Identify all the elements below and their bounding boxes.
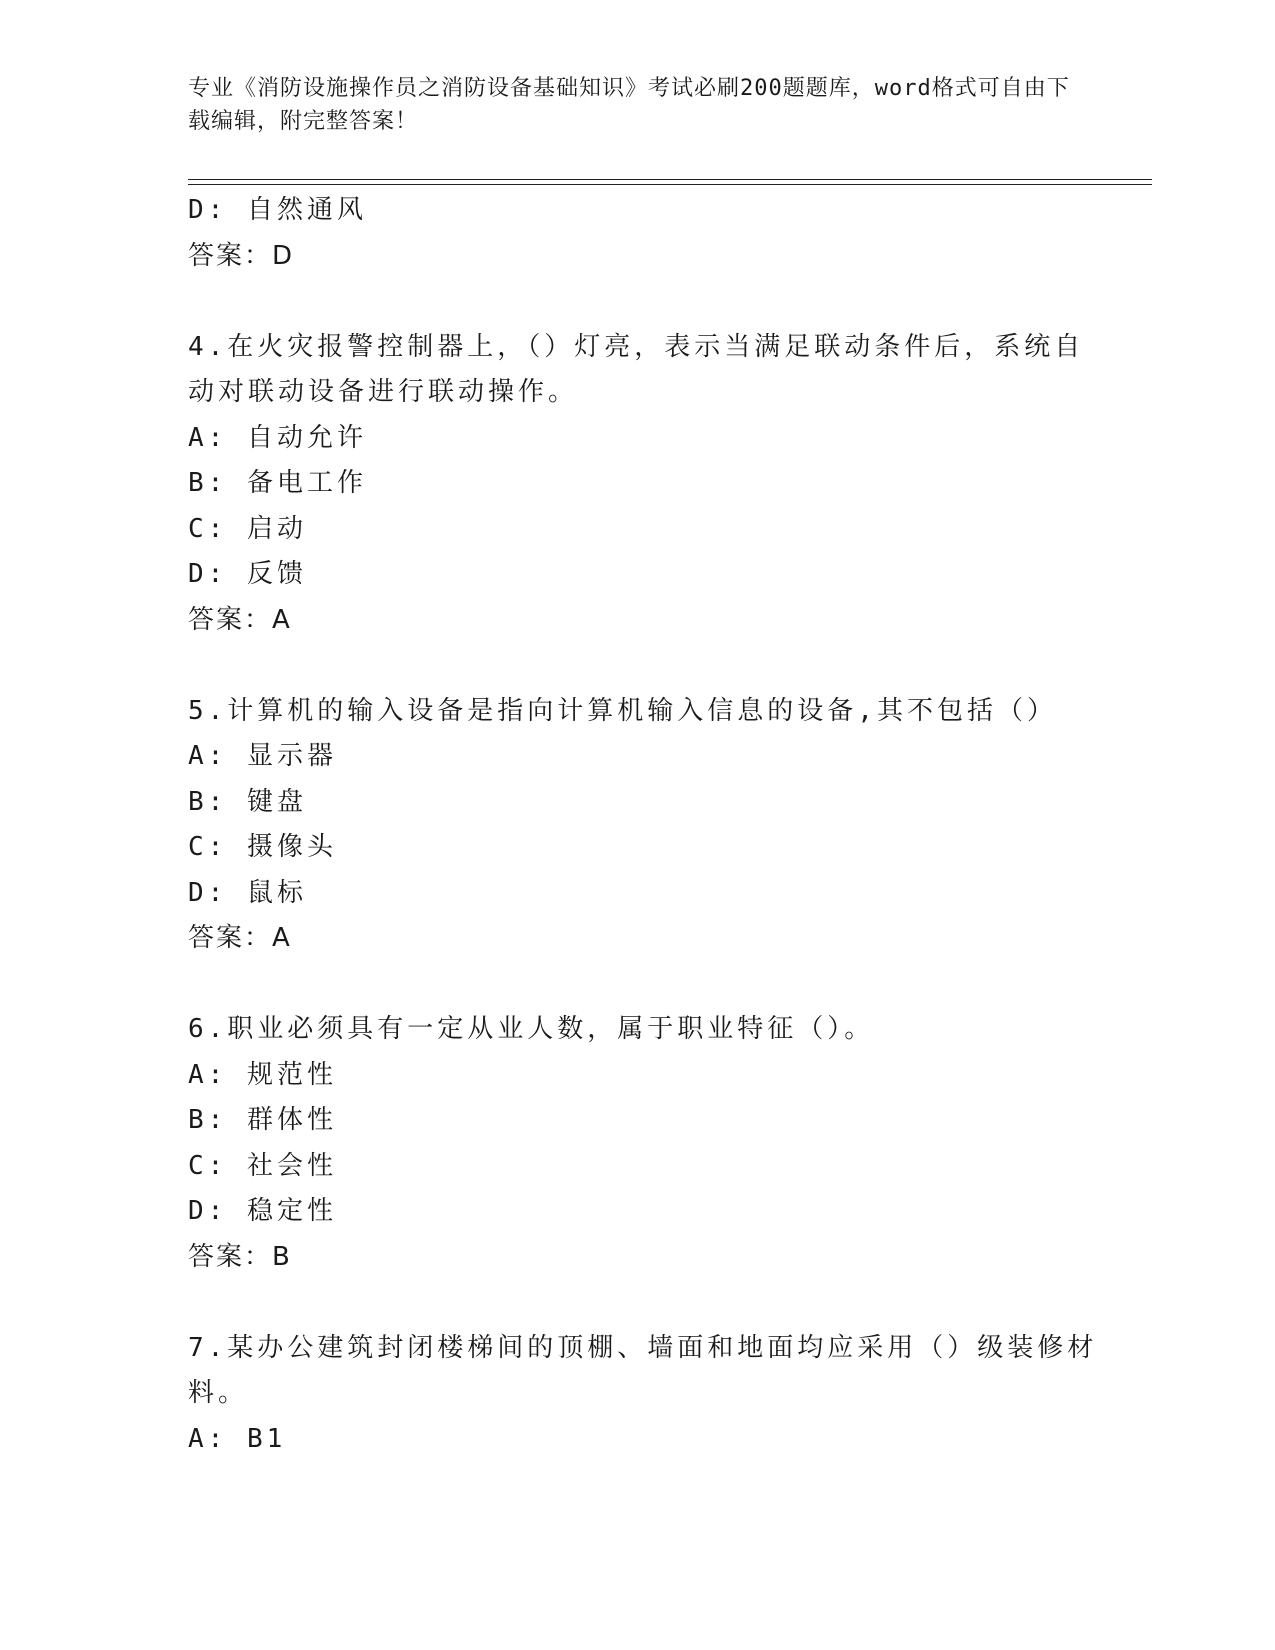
- question-option: A: 规范性: [188, 1059, 337, 1090]
- question-stem: 7.某办公建筑封闭楼梯间的顶棚、墙面和地面均应采用（）级装修材料。: [188, 1332, 1098, 1408]
- question-option: D: 稳定性: [188, 1196, 337, 1226]
- question-option: C: 摄像头: [188, 832, 337, 862]
- header-rule-top: [188, 179, 1152, 180]
- question-answer: 答案：A: [188, 604, 292, 635]
- question-option: A: 显示器: [188, 741, 337, 771]
- header-rule-bottom: [188, 184, 1152, 185]
- question-option: B: 群体性: [188, 1105, 337, 1135]
- spacer: [188, 962, 1108, 1008]
- spacer: [188, 279, 1108, 325]
- question-option: B: 备电工作: [188, 468, 367, 498]
- question-answer: 答案：B: [188, 1241, 292, 1272]
- question-answer: 答案：A: [188, 923, 292, 953]
- spacer: [188, 1280, 1108, 1326]
- question-option: D: 鼠标: [188, 877, 307, 908]
- question-option: C: 启动: [188, 513, 307, 544]
- question-option: A: 自动允许: [188, 422, 367, 453]
- question-option: A: B1: [188, 1423, 287, 1454]
- question-block: [188, 325, 1108, 644]
- question-option: D: 反馈: [188, 559, 307, 589]
- question-block: [188, 689, 1108, 962]
- question-stem: 4.在火灾报警控制器上，（）灯亮，表示当满足联动条件后，系统自动对联动设备进行联动操作。: [188, 331, 1085, 407]
- question-block: [188, 1007, 1108, 1280]
- carryover-answer: 答案：D: [188, 240, 295, 271]
- question-option: C: 社会性: [188, 1150, 337, 1181]
- carryover-option-d: D: 自然通风: [188, 195, 367, 225]
- question-option: B: 键盘: [188, 786, 307, 817]
- question-list: [188, 188, 1108, 1462]
- spacer: [188, 643, 1108, 689]
- page-header: 专业《消防设施操作员之消防设备基础知识》考试必刷200题题库，word格式可自由下载编辑，附完整答案！: [188, 76, 1070, 134]
- question-block: [188, 1326, 1108, 1463]
- question-stem: 6.职业必须具有一定从业人数，属于职业特征（）。: [188, 1014, 875, 1044]
- question-stem: 5.计算机的输入设备是指向计算机输入信息的设备,其不包括（）: [188, 695, 1057, 726]
